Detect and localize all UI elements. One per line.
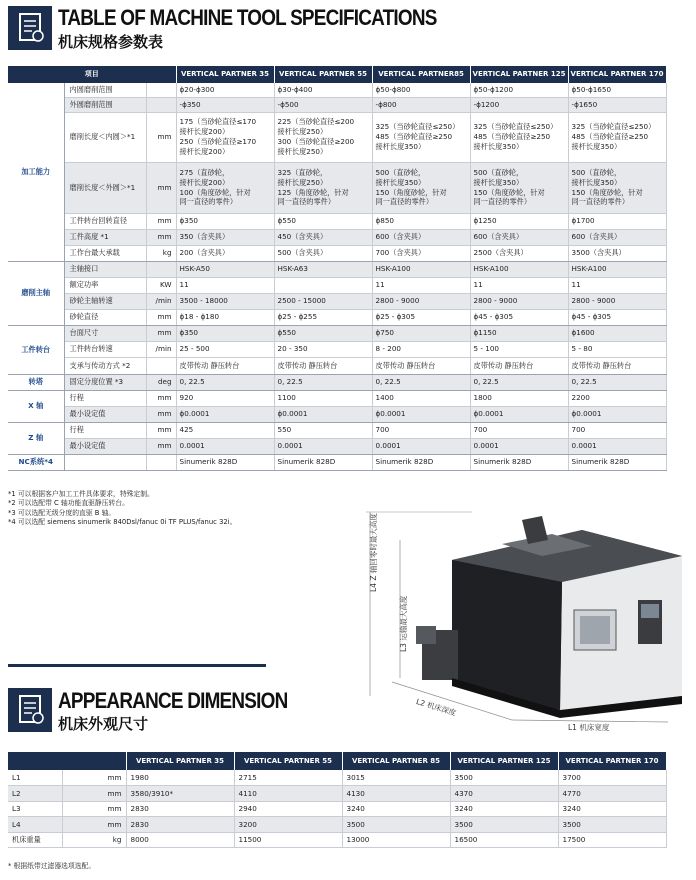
spec-cell: ϕ750	[372, 325, 470, 341]
header-model: VERTICAL PARTNER 35	[126, 752, 234, 770]
header-model: VERTICAL PARTNER 170	[558, 752, 666, 770]
section-divider	[8, 664, 266, 667]
dim-cell: 3240	[342, 801, 450, 817]
header-item: 项目	[8, 66, 176, 83]
spec-cell	[274, 277, 372, 293]
param-label: 砂轮主轴转速	[64, 293, 146, 309]
spec-cell: ϕ50-ϕ1200	[470, 83, 568, 97]
unit-label: deg	[146, 374, 176, 390]
spec-cell: 450（含夹具）	[274, 229, 372, 245]
dim-cell: 13000	[342, 832, 450, 848]
param-label: 固定分度位置 *3	[64, 374, 146, 390]
category-processing: 加工能力	[8, 83, 64, 261]
dim-cell: 2830	[126, 817, 234, 833]
spec-cell: Sinumerik 828D	[470, 454, 568, 470]
spec-cell: 325（当砂轮直径≤250） 485（当砂轮直径≥250 接杆长度350）	[568, 112, 666, 162]
spec-cell: ϕ550	[274, 325, 372, 341]
spec-cell: 600（含夹具）	[470, 229, 568, 245]
spec-cell: 皮带传动 静压转台	[568, 357, 666, 374]
unit-label: mm	[146, 422, 176, 438]
spec-cell: -ϕ800	[372, 97, 470, 112]
param-label: 工件高度 *1	[64, 229, 146, 245]
section-title-specs: TABLE OF MACHINE TOOL SPECIFICATIONS	[58, 5, 437, 30]
spec-cell: HSK-A63	[274, 261, 372, 277]
spec-cell: 325（当砂轮直径≤250） 485（当砂轮直径≥250 接杆长度350）	[470, 112, 568, 162]
dim-cell: 3015	[342, 770, 450, 786]
spec-cell: 11	[470, 277, 568, 293]
category-grinding-spindle: 磨削主轴	[8, 261, 64, 325]
spec-cell: 11	[372, 277, 470, 293]
dim-cell: 11500	[234, 832, 342, 848]
spec-cell: 1800	[470, 390, 568, 406]
param-label: 砂轮直径	[64, 309, 146, 325]
param-label: 工作台最大承载	[64, 245, 146, 261]
spec-cell: ϕ0.0001	[470, 406, 568, 422]
param-label: 磨削长度＜内圆＞*1	[64, 112, 146, 162]
spec-cell: 225（当砂轮直径≤200 接杆长度250） 300（当砂轮直径≥200 接杆长度250）	[274, 112, 372, 162]
spec-cell: 700	[568, 422, 666, 438]
table-row	[8, 770, 666, 786]
spec-cell: ϕ0.0001	[372, 406, 470, 422]
spec-table	[8, 66, 667, 471]
spec-cell: ϕ45 - ϕ305	[568, 309, 666, 325]
spec-cell: 0, 22.5	[176, 374, 274, 390]
dim-cell: 4770	[558, 786, 666, 802]
spec-cell: 20 - 350	[274, 341, 372, 357]
spec-cell: 600（含夹具）	[372, 229, 470, 245]
spec-cell: 500（直砂轮， 接杆长度350） 150（角度砂轮，针对 同一直径的零件）	[372, 162, 470, 213]
spec-header-row	[8, 66, 666, 83]
dim-cell: 4130	[342, 786, 450, 802]
dim-cell: 8000	[126, 832, 234, 848]
spec-cell: ϕ850	[372, 213, 470, 229]
spec-cell: 皮带传动 静压转台	[274, 357, 372, 374]
unit-label: mm	[62, 786, 126, 802]
param-label: 支承与传动方式 *2	[64, 357, 146, 374]
document-icon	[8, 6, 52, 50]
spec-cell: 200（含夹具）	[176, 245, 274, 261]
spec-cell: 25 - 500	[176, 341, 274, 357]
spec-cell: Sinumerik 828D	[568, 454, 666, 470]
section-title-dimension: APPEARANCE DIMENSION	[58, 688, 288, 713]
header-model: VERTICAL PARTNER85	[372, 66, 470, 83]
spec-cell: HSK-A100	[568, 261, 666, 277]
spec-cell: 2200	[568, 390, 666, 406]
unit-label	[146, 357, 176, 374]
spec-cell: ϕ50-ϕ1650	[568, 83, 666, 97]
dimension-label-l4: L4 Z 轴回零时最大高度	[369, 513, 378, 592]
spec-cell: ϕ1150	[470, 325, 568, 341]
unit-label: kg	[146, 245, 176, 261]
spec-cell: HSK-A100	[372, 261, 470, 277]
spec-cell: ϕ50-ϕ800	[372, 83, 470, 97]
spec-cell: 1400	[372, 390, 470, 406]
footnotes	[8, 490, 236, 528]
unit-label: KW	[146, 277, 176, 293]
spec-cell: 2500 - 15000	[274, 293, 372, 309]
spec-cell: 275（直砂轮， 接杆长度200） 100（角度砂轮，针对 同一直径的零件）	[176, 162, 274, 213]
dim-cell: 2830	[126, 801, 234, 817]
spec-cell: 0.0001	[470, 438, 568, 454]
param-label: 行程	[64, 390, 146, 406]
dimension-label-l1: L1 机床宽度	[568, 723, 610, 732]
dim-name: L3	[8, 801, 62, 817]
spec-cell: 325（当砂轮直径≤250） 485（当砂轮直径≥250 接杆长度350）	[372, 112, 470, 162]
table-row	[8, 786, 666, 802]
spec-cell: Sinumerik 828D	[372, 454, 470, 470]
spec-cell: Sinumerik 828D	[274, 454, 372, 470]
unit-label: mm	[146, 112, 176, 162]
header-model: VERTICAL PARTNER 55	[274, 66, 372, 83]
unit-label	[146, 83, 176, 97]
spec-cell: 350（含夹具）	[176, 229, 274, 245]
spec-cell: 0.0001	[176, 438, 274, 454]
category-turret: 转塔	[8, 374, 64, 390]
param-label: 主轴接口	[64, 261, 146, 277]
dim-header-row	[8, 752, 666, 770]
spec-cell: 550	[274, 422, 372, 438]
section-subtitle-specs: 机床规格参数表	[58, 33, 164, 51]
unit-label: mm	[62, 770, 126, 786]
param-label: 额定功率	[64, 277, 146, 293]
param-label: 内圆磨削范围	[64, 83, 146, 97]
dim-name: L2	[8, 786, 62, 802]
header-model: VERTICAL PARTNER 170	[568, 66, 666, 83]
table-row	[8, 817, 666, 833]
dim-cell: 3500	[342, 817, 450, 833]
spec-cell: ϕ20-ϕ300	[176, 83, 274, 97]
footnote-1: *1 可以根据客户加工工件具体要求，特殊定制。	[8, 490, 154, 498]
spec-cell: 0, 22.5	[274, 374, 372, 390]
dim-cell: 3240	[450, 801, 558, 817]
spec-cell: 5 - 80	[568, 341, 666, 357]
spec-cell: 600（含夹具）	[568, 229, 666, 245]
spec-cell: ϕ18 - ϕ180	[176, 309, 274, 325]
param-label: 最小设定值	[64, 438, 146, 454]
header-model: VERTICAL PARTNER 85	[342, 752, 450, 770]
param-label: 工件转台转速	[64, 341, 146, 357]
spec-cell: -ϕ1200	[470, 97, 568, 112]
dim-cell: 3200	[234, 817, 342, 833]
spec-cell: 0, 22.5	[372, 374, 470, 390]
spec-cell: 2800 - 9000	[470, 293, 568, 309]
spec-cell: 425	[176, 422, 274, 438]
spec-cell: ϕ0.0001	[568, 406, 666, 422]
spec-cell: 0, 22.5	[470, 374, 568, 390]
param-label: 磨削长度＜外圆＞*1	[64, 162, 146, 213]
unit-label: mm	[146, 325, 176, 341]
dim-cell: 3240	[558, 801, 666, 817]
spec-cell: 175（当砂轮直径≤170 接杆长度200） 250（当砂轮直径≥170 接杆长度200）	[176, 112, 274, 162]
dim-cell: 1980	[126, 770, 234, 786]
dimension-label-l3: L3 运输最大高度	[399, 595, 408, 652]
spec-cell: ϕ0.0001	[274, 406, 372, 422]
dim-cell: 4370	[450, 786, 558, 802]
dim-cell: 2715	[234, 770, 342, 786]
spec-cell: 11	[176, 277, 274, 293]
dim-name: L1	[8, 770, 62, 786]
unit-label: mm	[146, 390, 176, 406]
param-label: 工件转台回转直径	[64, 213, 146, 229]
dim-name: 机床重量	[8, 832, 62, 848]
spec-cell: 325（直砂轮， 接杆长度250） 125（角度砂轮，针对 同一直径的零件）	[274, 162, 372, 213]
unit-label: mm	[62, 801, 126, 817]
spec-cell: 700（含夹具）	[372, 245, 470, 261]
unit-label: mm	[62, 817, 126, 833]
spec-cell: -ϕ500	[274, 97, 372, 112]
spec-cell: ϕ1700	[568, 213, 666, 229]
spec-cell: 0.0001	[274, 438, 372, 454]
table-row	[8, 832, 666, 848]
unit-label: /min	[146, 341, 176, 357]
dim-cell: 3580/3910*	[126, 786, 234, 802]
unit-label: /min	[146, 293, 176, 309]
dim-cell: 17500	[558, 832, 666, 848]
dim-cell: 4110	[234, 786, 342, 802]
spec-cell: -ϕ350	[176, 97, 274, 112]
spec-cell: 1100	[274, 390, 372, 406]
header-model: VERTICAL PARTNER 125	[470, 66, 568, 83]
table-row	[8, 801, 666, 817]
unit-label	[146, 454, 176, 470]
dimension-table	[8, 752, 667, 848]
dim-cell: 16500	[450, 832, 558, 848]
spec-cell: 3500 - 18000	[176, 293, 274, 309]
spec-cell: 3500（含夹具）	[568, 245, 666, 261]
document-icon	[8, 688, 52, 732]
param-label: 行程	[64, 422, 146, 438]
unit-label: mm	[146, 162, 176, 213]
category-z-axis: Z 轴	[8, 422, 64, 454]
unit-label: mm	[146, 213, 176, 229]
spec-cell: ϕ25 - ϕ255	[274, 309, 372, 325]
footnote-3: *3 可以选配无级分度的直驱 B 轴。	[8, 508, 116, 517]
footnote-2: *2 可以选配带 C 轴功能直驱静压转台。	[8, 499, 129, 508]
spec-cell: ϕ550	[274, 213, 372, 229]
unit-label: mm	[146, 438, 176, 454]
spec-cell: Sinumerik 828D	[176, 454, 274, 470]
dimension-footnote: * 根据纸带过滤器选项选配。	[8, 862, 96, 870]
footnote-4: *4 可以选配 siemens sinumerik 840Dsl/fanuc 0i TF PLUS/fanuc 32i。	[8, 518, 237, 527]
spec-cell: ϕ45 - ϕ305	[470, 309, 568, 325]
spec-cell: 5 - 100	[470, 341, 568, 357]
param-label	[64, 454, 146, 470]
header-model: VERTICAL PARTNER 55	[234, 752, 342, 770]
header-model: VERTICAL PARTNER 35	[176, 66, 274, 83]
category-rotary-table: 工件转台	[8, 325, 64, 374]
spec-cell: 0, 22.5	[568, 374, 666, 390]
spec-cell: 2800 - 9000	[372, 293, 470, 309]
dim-cell: 2940	[234, 801, 342, 817]
dim-cell: 3500	[558, 817, 666, 833]
section-subtitle-dimension: 机床外观尺寸	[58, 715, 149, 733]
unit-label	[146, 261, 176, 277]
spec-cell: 500（直砂轮， 接杆长度350） 150（角度砂轮，针对 同一直径的零件）	[470, 162, 568, 213]
spec-cell: ϕ0.0001	[176, 406, 274, 422]
unit-label: mm	[146, 406, 176, 422]
dimension-label-l2: L2 机床深度	[415, 696, 458, 718]
spec-cell: 皮带传动 静压转台	[470, 357, 568, 374]
spec-cell: 皮带传动 静压转台	[176, 357, 274, 374]
spec-cell: 700	[470, 422, 568, 438]
dim-cell: 3700	[558, 770, 666, 786]
spec-cell: 0.0001	[372, 438, 470, 454]
spec-cell: 500（含夹具）	[274, 245, 372, 261]
unit-label: mm	[146, 309, 176, 325]
spec-cell: 0.0001	[568, 438, 666, 454]
spec-cell: ϕ30-ϕ400	[274, 83, 372, 97]
param-label: 最小设定值	[64, 406, 146, 422]
spec-cell: HSK-A100	[470, 261, 568, 277]
spec-cell: 2500（含夹具）	[470, 245, 568, 261]
dim-name: L4	[8, 817, 62, 833]
spec-cell: ϕ1250	[470, 213, 568, 229]
spec-cell: 8 - 200	[372, 341, 470, 357]
unit-label	[146, 97, 176, 112]
spec-cell: 11	[568, 277, 666, 293]
dim-cell: 3500	[450, 817, 558, 833]
spec-cell: ϕ350	[176, 213, 274, 229]
spec-cell: 700	[372, 422, 470, 438]
spec-cell: ϕ1600	[568, 325, 666, 341]
param-label: 台面尺寸	[64, 325, 146, 341]
header-blank	[8, 752, 126, 770]
spec-cell: ϕ25 - ϕ305	[372, 309, 470, 325]
spec-cell: 920	[176, 390, 274, 406]
spec-cell: 2800 - 9000	[568, 293, 666, 309]
category-nc: NC系统*4	[8, 454, 64, 470]
param-label: 外圆磨削范围	[64, 97, 146, 112]
spec-cell: 500（直砂轮， 接杆长度350） 150（角度砂轮，针对 同一直径的零件）	[568, 162, 666, 213]
category-x-axis: X 轴	[8, 390, 64, 422]
unit-label: mm	[146, 229, 176, 245]
dim-cell: 3500	[450, 770, 558, 786]
spec-cell: ϕ350	[176, 325, 274, 341]
header-model: VERTICAL PARTNER 125	[450, 752, 558, 770]
spec-cell: -ϕ1650	[568, 97, 666, 112]
spec-cell: HSK-A50	[176, 261, 274, 277]
unit-label: kg	[62, 832, 126, 848]
spec-cell: 皮带传动 静压转台	[372, 357, 470, 374]
